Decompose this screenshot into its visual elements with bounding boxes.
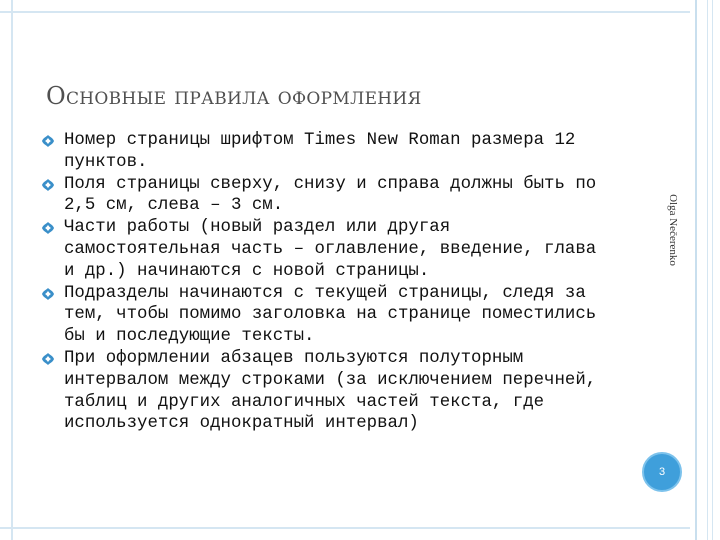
slide-title: Основные правила оформления [46, 82, 422, 110]
bullet-text: При оформлении абзацев пользуются полуторным интервалом между строками (за исключением перечней, таблиц и других аналогичных частей текста, где используется однократный интервал) [64, 348, 597, 434]
right-decor-line [695, 0, 697, 540]
frame-top-line [0, 11, 720, 13]
fleuron-bullet-icon [41, 134, 55, 148]
bullet-text: Подразделы начинаются с текущей страницы, следя за тем, чтобы помимо заголовка на странице поместились бы и последующие тексты. [64, 283, 597, 347]
frame-left-line [11, 0, 13, 540]
bullet-item [40, 283, 615, 348]
bullet-list [40, 130, 615, 435]
fleuron-bullet-icon [41, 352, 55, 366]
frame-bottom-line [0, 527, 720, 529]
right-decor-line [707, 0, 708, 540]
bullet-item [40, 348, 615, 435]
fleuron-bullet-icon [41, 221, 55, 235]
bullet-text: Части работы (новый раздел или другая самостоятельная часть – оглавление, введение, глава и др.) начинаются с новой страницы. [64, 218, 597, 281]
page-number-badge [642, 452, 682, 492]
fleuron-bullet-icon [41, 287, 55, 301]
right-decor-line [712, 0, 713, 540]
bullet-item [40, 130, 615, 174]
author-label: Olga Nečerenko [667, 194, 679, 266]
fleuron-bullet-icon [41, 178, 55, 192]
page-number: 3 [658, 466, 666, 478]
bullet-text: Поля страницы сверху, снизу и справа должны быть по 2,5 см, слева – 3 см. [64, 174, 597, 216]
bullet-item [40, 174, 615, 218]
bullet-item [40, 217, 615, 282]
bullet-text: Номер страницы шрифтом Times New Roman размера 12 пунктов. [64, 131, 576, 172]
